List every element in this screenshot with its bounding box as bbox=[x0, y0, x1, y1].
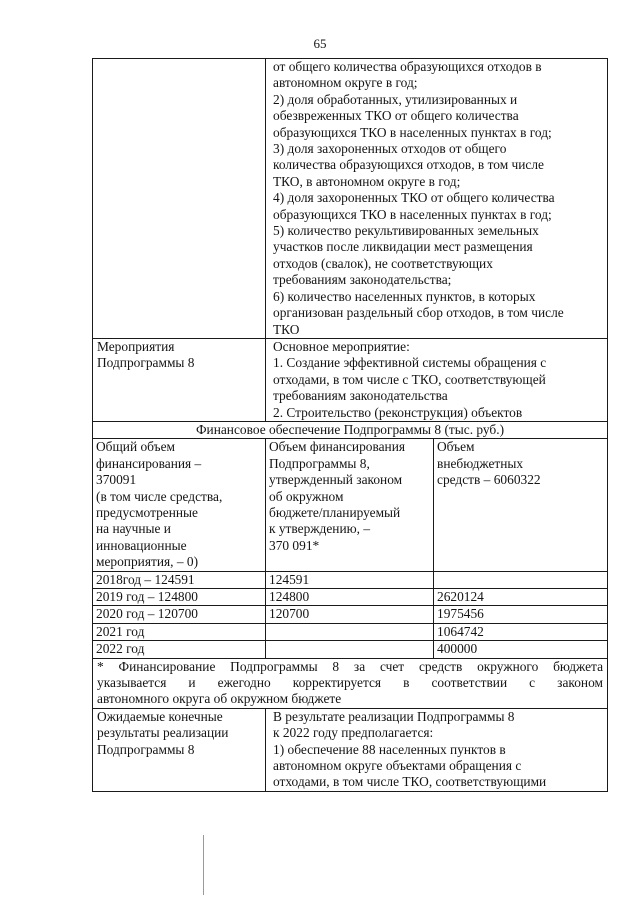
footnote-line: * Финансирование Подпрограммы 8 за счет средств окружного бюджета bbox=[97, 658, 604, 674]
indicator-line: 5) количество рекультивированных земельных bbox=[273, 223, 539, 239]
indicator-line: отходов (свалок), не соответствующих bbox=[273, 255, 493, 271]
results-label-line: результаты реализации bbox=[97, 725, 229, 741]
budget-cell: 120700 bbox=[266, 606, 434, 623]
indicator-line: участков после ликвидации мест размещения bbox=[273, 239, 533, 255]
financing-total-line: (в том числе средства, bbox=[96, 488, 223, 504]
page-number: 65 bbox=[313, 36, 327, 51]
results-line: к 2022 году предполагается: bbox=[273, 725, 434, 741]
financing-budget-line: бюджете/планируемый bbox=[269, 504, 401, 520]
results-line: 1) обеспечение 88 населенных пунктов в bbox=[273, 741, 506, 757]
year-cell: 2019 год – 124800 bbox=[93, 589, 266, 606]
indicator-line: автономном округе в год; bbox=[273, 75, 418, 91]
budget-cell bbox=[266, 641, 434, 658]
extrabudget-cell: 2620124 bbox=[434, 589, 608, 606]
extrabudget-cell bbox=[434, 571, 608, 588]
results-line: отходами, в том числе ТКО, соответствующими bbox=[273, 774, 547, 790]
extrabudget-cell: 1975456 bbox=[434, 606, 608, 623]
financing-budget-line: Подпрограммы 8, bbox=[269, 455, 370, 471]
financing-budget-line: утвержденный законом bbox=[269, 472, 403, 488]
financing-total-line: 370091 bbox=[96, 472, 137, 488]
results-label-line: Подпрограммы 8 bbox=[97, 741, 195, 757]
budget-cell: 124800 bbox=[266, 589, 434, 606]
financing-header-row bbox=[93, 439, 608, 571]
results-label-cell bbox=[93, 708, 266, 791]
results-row bbox=[93, 708, 608, 791]
indicator-line: обезвреженных ТКО от общего количества bbox=[273, 108, 519, 124]
year-cell: 2022 год bbox=[93, 641, 266, 658]
indicators-label-cell bbox=[93, 59, 266, 339]
financing-budget-line: 370 091* bbox=[269, 537, 320, 553]
indicator-line: 4) доля захороненных ТКО от общего количества bbox=[273, 190, 555, 206]
measures-row bbox=[93, 338, 608, 421]
indicators-row bbox=[93, 59, 608, 339]
measures-line: Основное мероприятие: bbox=[273, 338, 410, 354]
indicator-line: от общего количества образующихся отходов в bbox=[273, 59, 542, 74]
financing-budget-line: Объем финансирования bbox=[269, 439, 406, 455]
financing-extrabudget-line: Объем bbox=[437, 439, 475, 455]
indicator-line: организован раздельный сбор отходов, в том числе bbox=[273, 305, 564, 321]
measures-line: 1. Создание эффективной системы обращения с bbox=[273, 355, 547, 371]
financing-total-line: предусмотренные bbox=[96, 504, 198, 520]
indicator-line: количества образующихся отходов, в том числе bbox=[273, 157, 544, 173]
table-row bbox=[93, 571, 608, 588]
financing-title-row bbox=[93, 421, 608, 438]
results-content-cell bbox=[266, 708, 608, 791]
indicator-line: ТКО bbox=[273, 321, 300, 337]
financing-title: Финансовое обеспечение Подпрограммы 8 (тыс. руб.) bbox=[93, 421, 608, 438]
financing-total-line: финансирования – bbox=[96, 455, 202, 471]
scan-artifact-line bbox=[203, 835, 204, 895]
indicator-line: образующихся ТКО в населенных пунктах в год; bbox=[273, 124, 552, 140]
year-cell: 2018год – 124591 bbox=[93, 571, 266, 588]
footnote-line: автономного округа об окружном бюджете bbox=[97, 691, 342, 707]
financing-total-line: Общий объем bbox=[96, 439, 175, 455]
table-row bbox=[93, 589, 608, 606]
measures-label-cell bbox=[93, 338, 266, 421]
year-cell: 2020 год – 120700 bbox=[93, 606, 266, 623]
financing-budget-line: к утверждению, – bbox=[269, 521, 371, 537]
financing-total-line: инновационные bbox=[96, 537, 187, 553]
results-line: автономном округе объектами обращения с bbox=[273, 758, 522, 774]
extrabudget-cell: 400000 bbox=[434, 641, 608, 658]
table-row bbox=[93, 641, 608, 658]
indicator-line: 6) количество населенных пунктов, в которых bbox=[273, 288, 536, 304]
extrabudget-cell: 1064742 bbox=[434, 623, 608, 640]
measures-label-line: Мероприятия bbox=[97, 338, 175, 354]
financing-total-line: на научные и bbox=[96, 521, 171, 537]
measures-label-line: Подпрограммы 8 bbox=[97, 355, 195, 371]
table-row bbox=[93, 623, 608, 640]
results-label-line: Ожидаемые конечные bbox=[97, 708, 223, 724]
financing-extrabudget-line: внебюджетных bbox=[437, 455, 524, 471]
budget-cell bbox=[266, 623, 434, 640]
subprogram-passport-table bbox=[92, 58, 608, 792]
budget-cell: 124591 bbox=[266, 571, 434, 588]
footnote-cell bbox=[93, 658, 608, 708]
year-cell: 2021 год bbox=[93, 623, 266, 640]
indicator-line: ТКО, в автономном округе в год; bbox=[273, 173, 461, 189]
table-row bbox=[93, 606, 608, 623]
indicator-line: требованиям законодательства; bbox=[273, 272, 452, 288]
footnote-row bbox=[93, 658, 608, 708]
financing-extrabudget-cell bbox=[434, 439, 608, 571]
results-line: В результате реализации Подпрограммы 8 bbox=[273, 708, 515, 724]
measures-line: требованиям законодательства bbox=[273, 388, 448, 404]
indicator-line: 2) доля обработанных, утилизированных и bbox=[273, 91, 518, 107]
indicator-line: 3) доля захороненных отходов от общего bbox=[273, 141, 507, 157]
measures-line: 2. Строительство (реконструкция) объектов bbox=[273, 404, 523, 420]
indicator-line: образующихся ТКО в населенных пунктах в год; bbox=[273, 206, 552, 222]
measures-content-cell bbox=[266, 338, 608, 421]
measures-line: отходами, в том числе с ТКО, соответствующей bbox=[273, 371, 546, 387]
footnote-line: указывается и ежегодно корректируется в соответствии с законом bbox=[97, 675, 604, 691]
financing-budget-cell bbox=[266, 439, 434, 571]
financing-budget-line: об окружном bbox=[269, 488, 344, 504]
indicators-content-cell bbox=[266, 59, 608, 339]
financing-total-cell bbox=[93, 439, 266, 571]
financing-extrabudget-line: средств – 6060322 bbox=[437, 472, 541, 488]
financing-total-line: мероприятия, – 0) bbox=[96, 554, 199, 570]
